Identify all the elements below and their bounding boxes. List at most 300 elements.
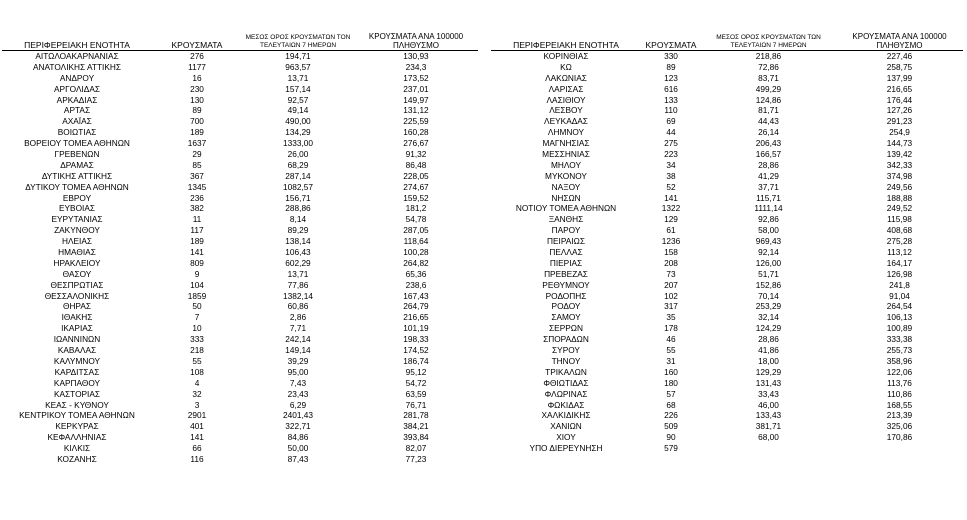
- table-row: [491, 345, 963, 356]
- cell-per100k: 264,54: [886, 301, 913, 312]
- cell-avg7: 13,71: [287, 72, 309, 83]
- cell-per100k: 213,39: [886, 410, 913, 421]
- cell-cases: 226: [664, 410, 678, 421]
- table-row: [491, 367, 963, 378]
- cell-cases: 189: [190, 127, 204, 138]
- table-row: [2, 127, 478, 138]
- cell-per100k: 238,6: [405, 279, 427, 290]
- cell-per100k: 176,44: [886, 94, 913, 105]
- cell-per100k: 131,12: [403, 105, 429, 116]
- header-avg7: ΜΕΣΟΣ ΟΡΟΣ ΚΡΟΥΣΜΑΤΩΝ ΤΩΝ ΤΕΛΕΥΤΑΙΩΝ 7 ΗΜΕΡΩΝ: [716, 34, 821, 49]
- cell-per100k: 276,67: [403, 138, 429, 149]
- cell-region: ΠΡΕΒΕΖΑΣ: [544, 268, 588, 279]
- table-row: [491, 149, 963, 160]
- header-per100k: ΚΡΟΥΣΜΑΤΑ ΑΝΑ 100000 ΠΛΗΘΥΣΜΟ: [368, 32, 464, 50]
- cell-cases: 9: [194, 268, 200, 279]
- cell-cases: 11: [192, 214, 202, 225]
- cell-region: ΙΘΑΚΗΣ: [61, 312, 93, 323]
- cell-cases: 89: [192, 105, 202, 116]
- cell-cases: 69: [666, 116, 676, 127]
- cell-cases: 207: [664, 279, 678, 290]
- cell-region: ΑΝΔΡΟΥ: [59, 72, 95, 83]
- table-row: [2, 236, 478, 247]
- cell-region: ΖΑΚΥΝΘΟΥ: [54, 225, 100, 236]
- cell-cases: 2901: [187, 410, 207, 421]
- cell-region: ΙΚΑΡΙΑΣ: [61, 323, 93, 334]
- table-row: [2, 378, 478, 389]
- cell-avg7: 87,43: [287, 453, 309, 464]
- table-row: [491, 84, 963, 95]
- header-region: ΠΕΡΙΦΕΡΕΙΑΚΗ ΕΝΟΤΗΤΑ: [513, 40, 619, 50]
- cell-avg7: 58,00: [758, 225, 779, 236]
- table-row: [491, 193, 963, 204]
- cell-avg7: 381,71: [755, 421, 782, 432]
- cell-region: ΔΥΤΙΚΗΣ ΑΤΤΙΚΗΣ: [41, 170, 113, 181]
- cell-avg7: 253,29: [755, 301, 782, 312]
- cell-per100k: 384,21: [403, 421, 429, 432]
- table-row: [491, 138, 963, 149]
- cell-cases: 367: [190, 170, 204, 181]
- cell-avg7: 92,86: [758, 214, 779, 225]
- cell-region: ΒΟΡΕΙΟΥ ΤΟΜΕΑ ΑΘΗΝΩΝ: [24, 138, 130, 149]
- cell-region: ΣΑΜΟΥ: [551, 312, 581, 323]
- cell-avg7: 287,14: [285, 170, 311, 181]
- cell-cases: 208: [664, 257, 678, 268]
- table-row: [491, 73, 963, 84]
- table-header-left: [2, 30, 478, 50]
- cell-avg7: 106,43: [285, 247, 311, 258]
- cell-per100k: 91,04: [889, 290, 910, 301]
- cell-per100k: 198,33: [403, 334, 429, 345]
- cell-per100k: 249,56: [886, 181, 913, 192]
- cell-cases: 160: [664, 366, 678, 377]
- table-row: [491, 269, 963, 280]
- cell-cases: 129: [664, 214, 678, 225]
- cell-avg7: 6,29: [289, 399, 307, 410]
- cell-cases: 108: [190, 366, 204, 377]
- cell-region: ΣΠΟΡΑΔΩΝ: [543, 334, 589, 345]
- table-row: [491, 203, 963, 214]
- cell-avg7: 194,71: [285, 51, 311, 61]
- cell-avg7: 13,71: [287, 268, 309, 279]
- cell-per100k: 160,28: [403, 127, 429, 138]
- cell-per100k: 333,38: [886, 334, 913, 345]
- cell-region: ΑΧΑΪΑΣ: [62, 116, 92, 127]
- table-row: [491, 280, 963, 291]
- cell-cases: 55: [666, 345, 676, 356]
- cell-region: ΜΗΛΟΥ: [551, 159, 581, 170]
- cell-per100k: 374,98: [886, 170, 913, 181]
- cell-cases: 189: [190, 236, 204, 247]
- cell-per100k: 115,98: [887, 214, 912, 225]
- cell-avg7: 46,00: [758, 399, 779, 410]
- cell-avg7: 37,71: [758, 181, 779, 192]
- cell-cases: 3: [194, 399, 200, 410]
- cell-cases: 382: [190, 203, 204, 214]
- table-left-half: [2, 30, 478, 465]
- cell-cases: 276: [190, 51, 204, 61]
- cell-cases: 223: [664, 149, 678, 160]
- cell-cases: 52: [666, 181, 676, 192]
- cell-avg7: 7,71: [289, 323, 307, 334]
- cell-per100k: 173,52: [403, 72, 429, 83]
- cell-cases: 1236: [661, 236, 681, 247]
- cell-per100k: 101,19: [403, 323, 429, 334]
- cell-per100k: 237,01: [403, 83, 429, 94]
- table-row: [491, 105, 963, 116]
- cell-region: ΘΑΣΟΥ: [62, 268, 92, 279]
- cell-cases: 123: [664, 72, 678, 83]
- cell-cases: 1322: [661, 203, 681, 214]
- cell-cases: 509: [664, 421, 678, 432]
- table-row: [491, 301, 963, 312]
- cell-per100k: 130,93: [403, 51, 429, 61]
- cell-per100k: 54,78: [405, 214, 427, 225]
- cell-per100k: 275,28: [886, 236, 913, 247]
- table-row: [2, 334, 478, 345]
- table-row: [491, 51, 963, 62]
- cell-avg7: 133,43: [755, 410, 782, 421]
- cell-avg7: 68,00: [758, 432, 779, 443]
- cell-avg7: 2401,43: [283, 410, 313, 421]
- cell-avg7: 115,71: [756, 192, 781, 203]
- cell-per100k: 113,76: [887, 377, 912, 388]
- cell-region: ΑΡΚΑΔΙΑΣ: [56, 94, 98, 105]
- cell-per100k: 76,71: [405, 399, 427, 410]
- table-row: [491, 160, 963, 171]
- table-row: [2, 182, 478, 193]
- header-region: ΠΕΡΙΦΕΡΕΙΑΚΗ ΕΝΟΤΗΤΑ: [24, 40, 130, 50]
- cell-avg7: 134,29: [285, 127, 311, 138]
- cell-avg7: 149,14: [285, 345, 311, 356]
- cell-avg7: 499,29: [755, 83, 782, 94]
- cell-per100k: 118,64: [403, 236, 429, 247]
- cell-per100k: 82,07: [405, 443, 427, 454]
- cell-per100k: 228,05: [403, 170, 429, 181]
- cell-cases: 130: [190, 94, 204, 105]
- cell-region: ΥΠΟ ΔΙΕΡΕΥΝΗΣΗ: [529, 443, 603, 454]
- cell-region: ΛΑΣΙΘΙΟΥ: [546, 94, 586, 105]
- table-row: [491, 356, 963, 367]
- table-row: [2, 105, 478, 116]
- cell-region: ΡΟΔΟΥ: [551, 301, 581, 312]
- cell-cases: 401: [190, 421, 204, 432]
- cell-per100k: 264,82: [403, 257, 429, 268]
- header-per100k: ΚΡΟΥΣΜΑΤΑ ΑΝΑ 100000 ΠΛΗΘΥΣΜΟ: [852, 32, 947, 50]
- cell-cases: 317: [664, 301, 678, 312]
- cell-region: ΦΘΙΩΤΙΔΑΣ: [543, 377, 589, 388]
- cell-avg7: 1111,14: [754, 203, 783, 214]
- table-row: [2, 138, 478, 149]
- cell-region: ΛΑΚΩΝΙΑΣ: [545, 72, 587, 83]
- cell-avg7: 72,86: [758, 61, 779, 72]
- table-row: [2, 345, 478, 356]
- table-row: [491, 421, 963, 432]
- cell-avg7: 490,00: [285, 116, 311, 127]
- cell-region: ΕΥΒΟΙΑΣ: [58, 203, 96, 214]
- table-row: [2, 203, 478, 214]
- cell-avg7: 70,14: [758, 290, 779, 301]
- table-row: [2, 95, 478, 106]
- cell-avg7: 89,29: [287, 225, 309, 236]
- cell-region: ΦΛΩΡΙΝΑΣ: [544, 388, 588, 399]
- cell-per100k: 63,59: [405, 388, 427, 399]
- cell-cases: 29: [192, 149, 202, 160]
- cell-per100k: 393,84: [403, 432, 429, 443]
- cell-cases: 44: [666, 127, 676, 138]
- cell-region: ΗΜΑΘΙΑΣ: [58, 247, 96, 258]
- cell-cases: 90: [666, 432, 676, 443]
- table-row: [2, 454, 478, 465]
- cell-cases: 35: [666, 312, 676, 323]
- table-row: [2, 258, 478, 269]
- cell-per100k: 188,88: [886, 192, 913, 203]
- header-cases: ΚΡΟΥΣΜΑΤΑ: [645, 40, 697, 50]
- cell-region: ΧΑΝΙΩΝ: [550, 421, 582, 432]
- cell-region: ΑΝΑΤΟΛΙΚΗΣ ΑΤΤΙΚΗΣ: [32, 61, 122, 72]
- cell-cases: 178: [664, 323, 678, 334]
- cell-region: ΘΕΣΣΑΛΟΝΙΚΗΣ: [44, 290, 110, 301]
- cell-cases: 55: [192, 355, 202, 366]
- cell-avg7: 28,86: [758, 334, 779, 345]
- header-cases: ΚΡΟΥΣΜΑΤΑ: [171, 40, 223, 50]
- cell-avg7: 49,14: [287, 105, 309, 116]
- cell-per100k: 159,52: [403, 192, 429, 203]
- table-row: [491, 400, 963, 411]
- cell-cases: 616: [664, 83, 678, 94]
- cell-region: ΕΥΡΥΤΑΝΙΑΣ: [51, 214, 103, 225]
- cell-avg7: 138,14: [285, 236, 311, 247]
- cell-cases: 102: [664, 290, 678, 301]
- cell-region: ΡΟΔΟΠΗΣ: [545, 290, 587, 301]
- cell-avg7: 18,00: [758, 355, 779, 366]
- cell-cases: 1345: [187, 181, 207, 192]
- table-row: [491, 410, 963, 421]
- cell-avg7: 83,71: [758, 72, 779, 83]
- table-row: [2, 323, 478, 334]
- table-row: [491, 312, 963, 323]
- cell-per100k: 139,42: [886, 149, 913, 160]
- cell-region: ΞΑΝΘΗΣ: [548, 214, 584, 225]
- cell-cases: 4: [194, 377, 200, 388]
- table-row: [2, 84, 478, 95]
- table-row: [2, 400, 478, 411]
- cell-per100k: 122,06: [886, 366, 913, 377]
- cell-region: ΑΡΓΟΛΙΔΑΣ: [54, 83, 100, 94]
- cell-region: ΜΕΣΣΗΝΙΑΣ: [542, 149, 590, 160]
- cell-cases: 218: [190, 345, 204, 356]
- table-row: [2, 443, 478, 454]
- table-row: [491, 432, 963, 443]
- cell-region: ΚΟΡΙΝΘΙΑΣ: [543, 51, 589, 61]
- cell-region: ΚΑΒΑΛΑΣ: [57, 345, 97, 356]
- cell-avg7: 206,43: [755, 138, 782, 149]
- cell-per100k: 167,43: [403, 290, 429, 301]
- table-row: [2, 312, 478, 323]
- cell-per100k: 91,32: [405, 149, 427, 160]
- cell-per100k: 54,72: [405, 377, 427, 388]
- table-row: [2, 367, 478, 378]
- table-row: [491, 95, 963, 106]
- cell-cases: 57: [666, 388, 676, 399]
- cell-cases: 236: [190, 192, 204, 203]
- cell-region: ΤΡΙΚΑΛΩΝ: [545, 366, 587, 377]
- table-row: [491, 116, 963, 127]
- cell-avg7: 1382,14: [283, 290, 313, 301]
- cell-avg7: 126,00: [755, 257, 782, 268]
- cell-region: ΑΡΤΑΣ: [63, 105, 91, 116]
- cell-avg7: 28,86: [758, 159, 779, 170]
- cell-per100k: 106,13: [886, 312, 913, 323]
- cell-per100k: 168,55: [886, 399, 913, 410]
- table-row: [2, 280, 478, 291]
- cell-per100k: 255,73: [886, 345, 913, 356]
- table-row: [2, 73, 478, 84]
- cell-cases: 73: [666, 268, 676, 279]
- table-row: [491, 334, 963, 345]
- cell-per100k: 254,9: [889, 127, 910, 138]
- table-row: [491, 182, 963, 193]
- cell-cases: 700: [190, 116, 204, 127]
- table-row: [491, 323, 963, 334]
- cell-avg7: 156,71: [285, 192, 311, 203]
- table-row: [491, 171, 963, 182]
- cell-avg7: 23,43: [287, 388, 309, 399]
- cell-cases: 1859: [187, 290, 207, 301]
- table-row: [491, 225, 963, 236]
- cell-avg7: 92,57: [287, 94, 309, 105]
- cell-region: ΠΑΡΟΥ: [551, 225, 581, 236]
- cell-per100k: 126,98: [886, 268, 913, 279]
- cell-avg7: 44,43: [758, 116, 779, 127]
- cell-avg7: 41,29: [758, 170, 779, 181]
- cell-avg7: 92,14: [758, 247, 779, 258]
- cell-region: ΗΡΑΚΛΕΙΟΥ: [53, 257, 101, 268]
- cell-cases: 180: [664, 377, 678, 388]
- cell-cases: 1177: [188, 61, 206, 72]
- cell-region: ΡΕΘΥΜΝΟΥ: [542, 279, 590, 290]
- cell-region: ΜΥΚΟΝΟΥ: [545, 170, 587, 181]
- cell-cases: 110: [664, 105, 678, 116]
- cell-per100k: 291,23: [886, 116, 913, 127]
- cell-avg7: 129,29: [755, 366, 782, 377]
- cell-region: ΔΡΑΜΑΣ: [60, 159, 94, 170]
- cell-cases: 10: [192, 323, 202, 334]
- cell-cases: 7: [194, 312, 200, 323]
- cell-region: ΛΑΡΙΣΑΣ: [548, 83, 584, 94]
- cell-per100k: 77,23: [405, 453, 427, 464]
- cell-region: ΝΟΤΙΟΥ ΤΟΜΕΑ ΑΘΗΝΩΝ: [515, 203, 617, 214]
- cell-region: ΚΑΡΠΑΘΟΥ: [53, 377, 101, 388]
- cell-region: ΚΩ: [560, 61, 572, 72]
- cell-cases: 133: [664, 94, 678, 105]
- cell-avg7: 152,86: [755, 279, 782, 290]
- cell-region: ΦΩΚΙΔΑΣ: [547, 399, 585, 410]
- cell-per100k: 127,26: [886, 105, 913, 116]
- cell-avg7: 95,00: [287, 366, 309, 377]
- cell-region: ΚΕΑΣ - ΚΥΘΝΟΥ: [45, 399, 109, 410]
- table-row: [491, 378, 963, 389]
- cell-avg7: 41,86: [758, 345, 779, 356]
- cell-avg7: 131,43: [755, 377, 782, 388]
- cell-region: ΛΕΣΒΟΥ: [549, 105, 583, 116]
- table-row: [491, 236, 963, 247]
- table-row: [2, 62, 478, 73]
- cell-region: ΚΕΦΑΛΛΗΝΙΑΣ: [47, 432, 107, 443]
- cell-cases: 809: [190, 257, 204, 268]
- cell-region: ΧΑΛΚΙΔΙΚΗΣ: [541, 410, 591, 421]
- table-row: [491, 389, 963, 400]
- cell-cases: 141: [190, 247, 204, 258]
- cell-per100k: 144,73: [886, 138, 913, 149]
- cell-per100k: 281,78: [403, 410, 429, 421]
- cell-avg7: 288,86: [285, 203, 311, 214]
- table-row: [2, 410, 478, 421]
- cell-per100k: 264,79: [403, 301, 429, 312]
- cell-region: ΒΟΙΩΤΙΑΣ: [57, 127, 97, 138]
- cell-region: ΛΗΜΝΟΥ: [547, 127, 585, 138]
- cell-avg7: 7,43: [289, 377, 307, 388]
- table-row: [491, 247, 963, 258]
- cell-region: ΓΡΕΒΕΝΩΝ: [54, 149, 100, 160]
- cell-region: ΜΑΓΝΗΣΙΑΣ: [542, 138, 590, 149]
- cell-per100k: 325,06: [886, 421, 913, 432]
- table-row: [2, 214, 478, 225]
- cell-avg7: 124,86: [755, 94, 782, 105]
- cell-region: ΑΙΤΩΛΟΑΚΑΡΝΑΝΙΑΣ: [35, 51, 119, 61]
- cell-avg7: 322,71: [285, 421, 311, 432]
- cell-region: ΚΑΛΥΜΝΟΥ: [53, 355, 101, 366]
- cell-cases: 158: [664, 247, 678, 258]
- cell-per100k: 287,05: [403, 225, 429, 236]
- cell-avg7: 77,86: [287, 279, 309, 290]
- cell-avg7: 50,00: [287, 443, 309, 454]
- cell-per100k: 65,36: [405, 268, 427, 279]
- cell-avg7: 51,71: [758, 268, 779, 279]
- table-row: [2, 269, 478, 280]
- table-row: [491, 127, 963, 138]
- cell-cases: 579: [664, 443, 678, 454]
- cell-avg7: 81,71: [758, 105, 779, 116]
- table-row: [2, 171, 478, 182]
- cell-avg7: 2,86: [289, 312, 307, 323]
- cell-region: ΚΑΡΔΙΤΣΑΣ: [54, 366, 100, 377]
- cell-per100k: 258,75: [886, 61, 913, 72]
- cell-avg7: 218,86: [755, 51, 782, 61]
- table-row: [2, 389, 478, 400]
- cell-region: ΣΕΡΡΩΝ: [549, 323, 583, 334]
- cell-avg7: 602,29: [285, 257, 311, 268]
- cell-per100k: 225,59: [403, 116, 429, 127]
- cell-avg7: 963,57: [285, 61, 311, 72]
- cell-per100k: 186,74: [403, 355, 429, 366]
- cell-avg7: 68,29: [287, 159, 309, 170]
- cell-region: ΘΗΡΑΣ: [62, 301, 92, 312]
- table-row: [2, 51, 478, 62]
- cell-per100k: 110,86: [887, 388, 912, 399]
- table-header-right: [491, 30, 963, 50]
- cell-region: ΚΕΡΚΥΡΑΣ: [55, 421, 99, 432]
- cell-cases: 141: [664, 192, 678, 203]
- cell-cases: 275: [664, 138, 678, 149]
- cell-avg7: 60,86: [287, 301, 309, 312]
- table-row: [491, 62, 963, 73]
- table-row: [491, 443, 963, 454]
- cell-avg7: 33,43: [758, 388, 779, 399]
- cell-region: ΚΕΝΤΡΙΚΟΥ ΤΟΜΕΑ ΑΘΗΝΩΝ: [19, 410, 135, 421]
- cell-region: ΣΥΡΟΥ: [552, 345, 580, 356]
- cell-region: ΚΑΣΤΟΡΙΑΣ: [53, 388, 101, 399]
